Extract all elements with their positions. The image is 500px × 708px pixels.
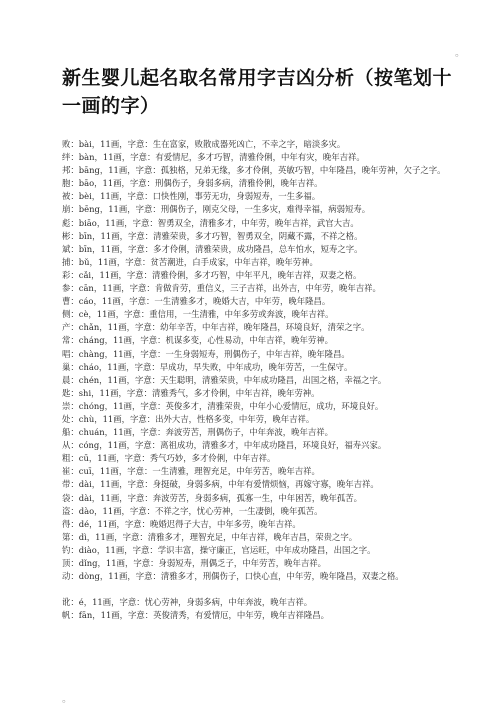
dictionary-entry: 绊：bàn，11画，字意：有爱情尼，多才巧智，清雅伶俐，中年有灾，晚年吉祥。 [62, 152, 365, 163]
dot-mark-bottom: 。 [62, 694, 72, 705]
dictionary-entry: 彪：biāo，11画，字意：智勇双全，清雅多才，中年劳，晚年吉祥，武官大吉。 [62, 217, 359, 228]
dictionary-entry: 盗：dào，11画，字意：不祥之字，忧心劳神，一生凄倒，晚年孤苦。 [62, 505, 323, 516]
dictionary-entry: 侧：cè，11画，字意：重信用，一生清雅，中年多劳或奔波，晚年吉祥。 [62, 309, 334, 320]
section-gap [62, 583, 472, 596]
dictionary-entry: 被：bèi，11画，字意：口快性刚，事劳无功，身弱短寿，一生多福。 [62, 191, 321, 202]
dictionary-entry: 处：chù，11画，字意：出外大吉，性格多变，中年劳，晚年吉祥。 [62, 413, 315, 424]
dot-mark-top: 。 [455, 48, 465, 59]
entry-list [62, 138, 472, 622]
dictionary-entry: 崇：chóng，11画，字意：英俊多才，清雅荣贵，中年小心爱情厄，成功，环境良好。 [62, 400, 384, 411]
dictionary-entry: 得：dé，11画，字意：晚婚迟得子大吉，中年多劳，晚年吉祥。 [62, 518, 301, 529]
dictionary-entry: 捕：bǔ，11画，字意：贫苦潮进，白手成家，中年吉祥，晚年劳神。 [62, 256, 318, 267]
dictionary-entry: 钓：diào，11画，字意：学识丰富，操守廉正，官运旺，中年成功隆昌，出国之字。 [62, 544, 376, 555]
dictionary-entry: 产：chǎn，11画，字意：幼年辛苦，中年吉祥，晚年隆昌，环境良好，清荣之字。 [62, 322, 370, 333]
dictionary-entry: 从：cóng，11画，字意：离祖成功，清雅多才，中年成功隆昌，环境良好，福寿兴家。 [62, 440, 387, 451]
dictionary-entry: 带：dài，11画，字意：身挺破，身弱多病，中年有爱情烦恼，再嫁守寡，晚年吉祥。 [62, 479, 379, 490]
dictionary-entry: 顶：dǐng，11画，字意：身弱短寿，刑偶乏子，中年劳苦，晚年吉祥。 [62, 558, 326, 568]
dictionary-entry: 动：dòng，11画，字意：清雅多才，刑偶伤子，口快心直，中年劳，晚年隆昌，双妻之格。 [62, 571, 404, 582]
page-title: 新生婴儿起名取名常用字吉凶分析（按笔划十一画的字） [62, 67, 453, 117]
dictionary-entry: 第：dì，11画，字意：清雅多才，理智充足，中年吉祥，晚年吉昌，荣贵之字。 [62, 531, 358, 542]
dictionary-entry: 斌：bīn，11画，字意：多才伶俐，清雅荣贵，成功隆昌，总车怕水，短寿之字。 [62, 243, 363, 254]
dictionary-entry: 胞：bāo，11画，字意：刑偶伤子，身弱多病，清雅伶俐，晚年吉祥。 [62, 178, 323, 189]
dictionary-entry: 曹：cáo，11画，字意：一生清雅多才，晚婚大吉，中年劳，晚年隆昌。 [62, 296, 331, 307]
dictionary-entry: 崩：bēng，11画，字意：刑偶伤子，刚克父母，一生多灾，难得幸福，病弱短寿。 [62, 204, 371, 215]
dictionary-entry: 唱：chàng，11画，字意：一生身弱短寿，刑偶伤子，中年吉祥，晚年隆昌。 [62, 348, 350, 359]
dictionary-entry: 讹：é，11画，字意：忧心劳神，身弱多病，中年奔波，晚年吉祥。 [62, 597, 313, 608]
dictionary-entry: 邦：bāng，11画，字意：孤独格，兄弟无缘，多才伶俐，英敏巧智，中年隆昌，晚年劳神，欠子之字。 [62, 165, 446, 176]
dictionary-entry: 彬：bīn，11画，字意：清雅荣贵，多才巧智，智勇双全，阴藏不露，不祥之格。 [62, 230, 363, 241]
dictionary-entry: 匙：shi，11画，字意：清雅秀气，多才伶俐，中年吉祥，晚年劳神。 [62, 387, 320, 398]
dictionary-entry: 巢：cháo，11画，字意：早成功，早失败，中年成功，晚年劳苦，一生保守。 [62, 361, 353, 372]
dictionary-entry: 彩：cǎi，11画，字意：清雅伶俐，多才巧智，中年平凡，晚年吉祥，双妻之格。 [62, 269, 362, 280]
dictionary-entry: 晨：chén，11画，字意：天生聪明，清雅荣贵，中年成功隆昌，出国之格，幸福之字。 [62, 374, 387, 385]
dictionary-entry: 袋：dài，11画，字意：奔波劳苦，身弱多病，孤寡一生，中年困苦，晚年孤苦。 [62, 492, 363, 503]
dictionary-entry: 败：bài，11画，字意：生在富家，败散成器死凶亡，不幸之字，暗淡多灾。 [62, 139, 346, 149]
dictionary-entry: 船：chuán，11画，字意：奔波劳苦，刑偶伤子，中年奔波，晚年吉祥。 [62, 427, 334, 438]
dictionary-entry: 参：cān，11画，字意：肯做肯劳，重信义，三子吉祥，出外吉，中年劳，晚年吉祥。 [62, 283, 381, 294]
dictionary-entry: 粗：cū，11画，字意：秀气巧妙，多才伶俐，中年吉祥。 [62, 453, 276, 464]
dictionary-entry: 帆：fān，11画，字意：英俊清秀，有爱情厄，中年劳，晚年吉祥隆昌。 [62, 610, 330, 621]
dictionary-entry: 常：cháng，11画，字意：机谋多变，心性易动，中年吉祥，晚年劳神。 [62, 335, 333, 346]
dictionary-entry: 崔：cuī，11画，字意：一生清雅，理智充足，中年劳苦，晚年吉祥。 [62, 466, 320, 477]
